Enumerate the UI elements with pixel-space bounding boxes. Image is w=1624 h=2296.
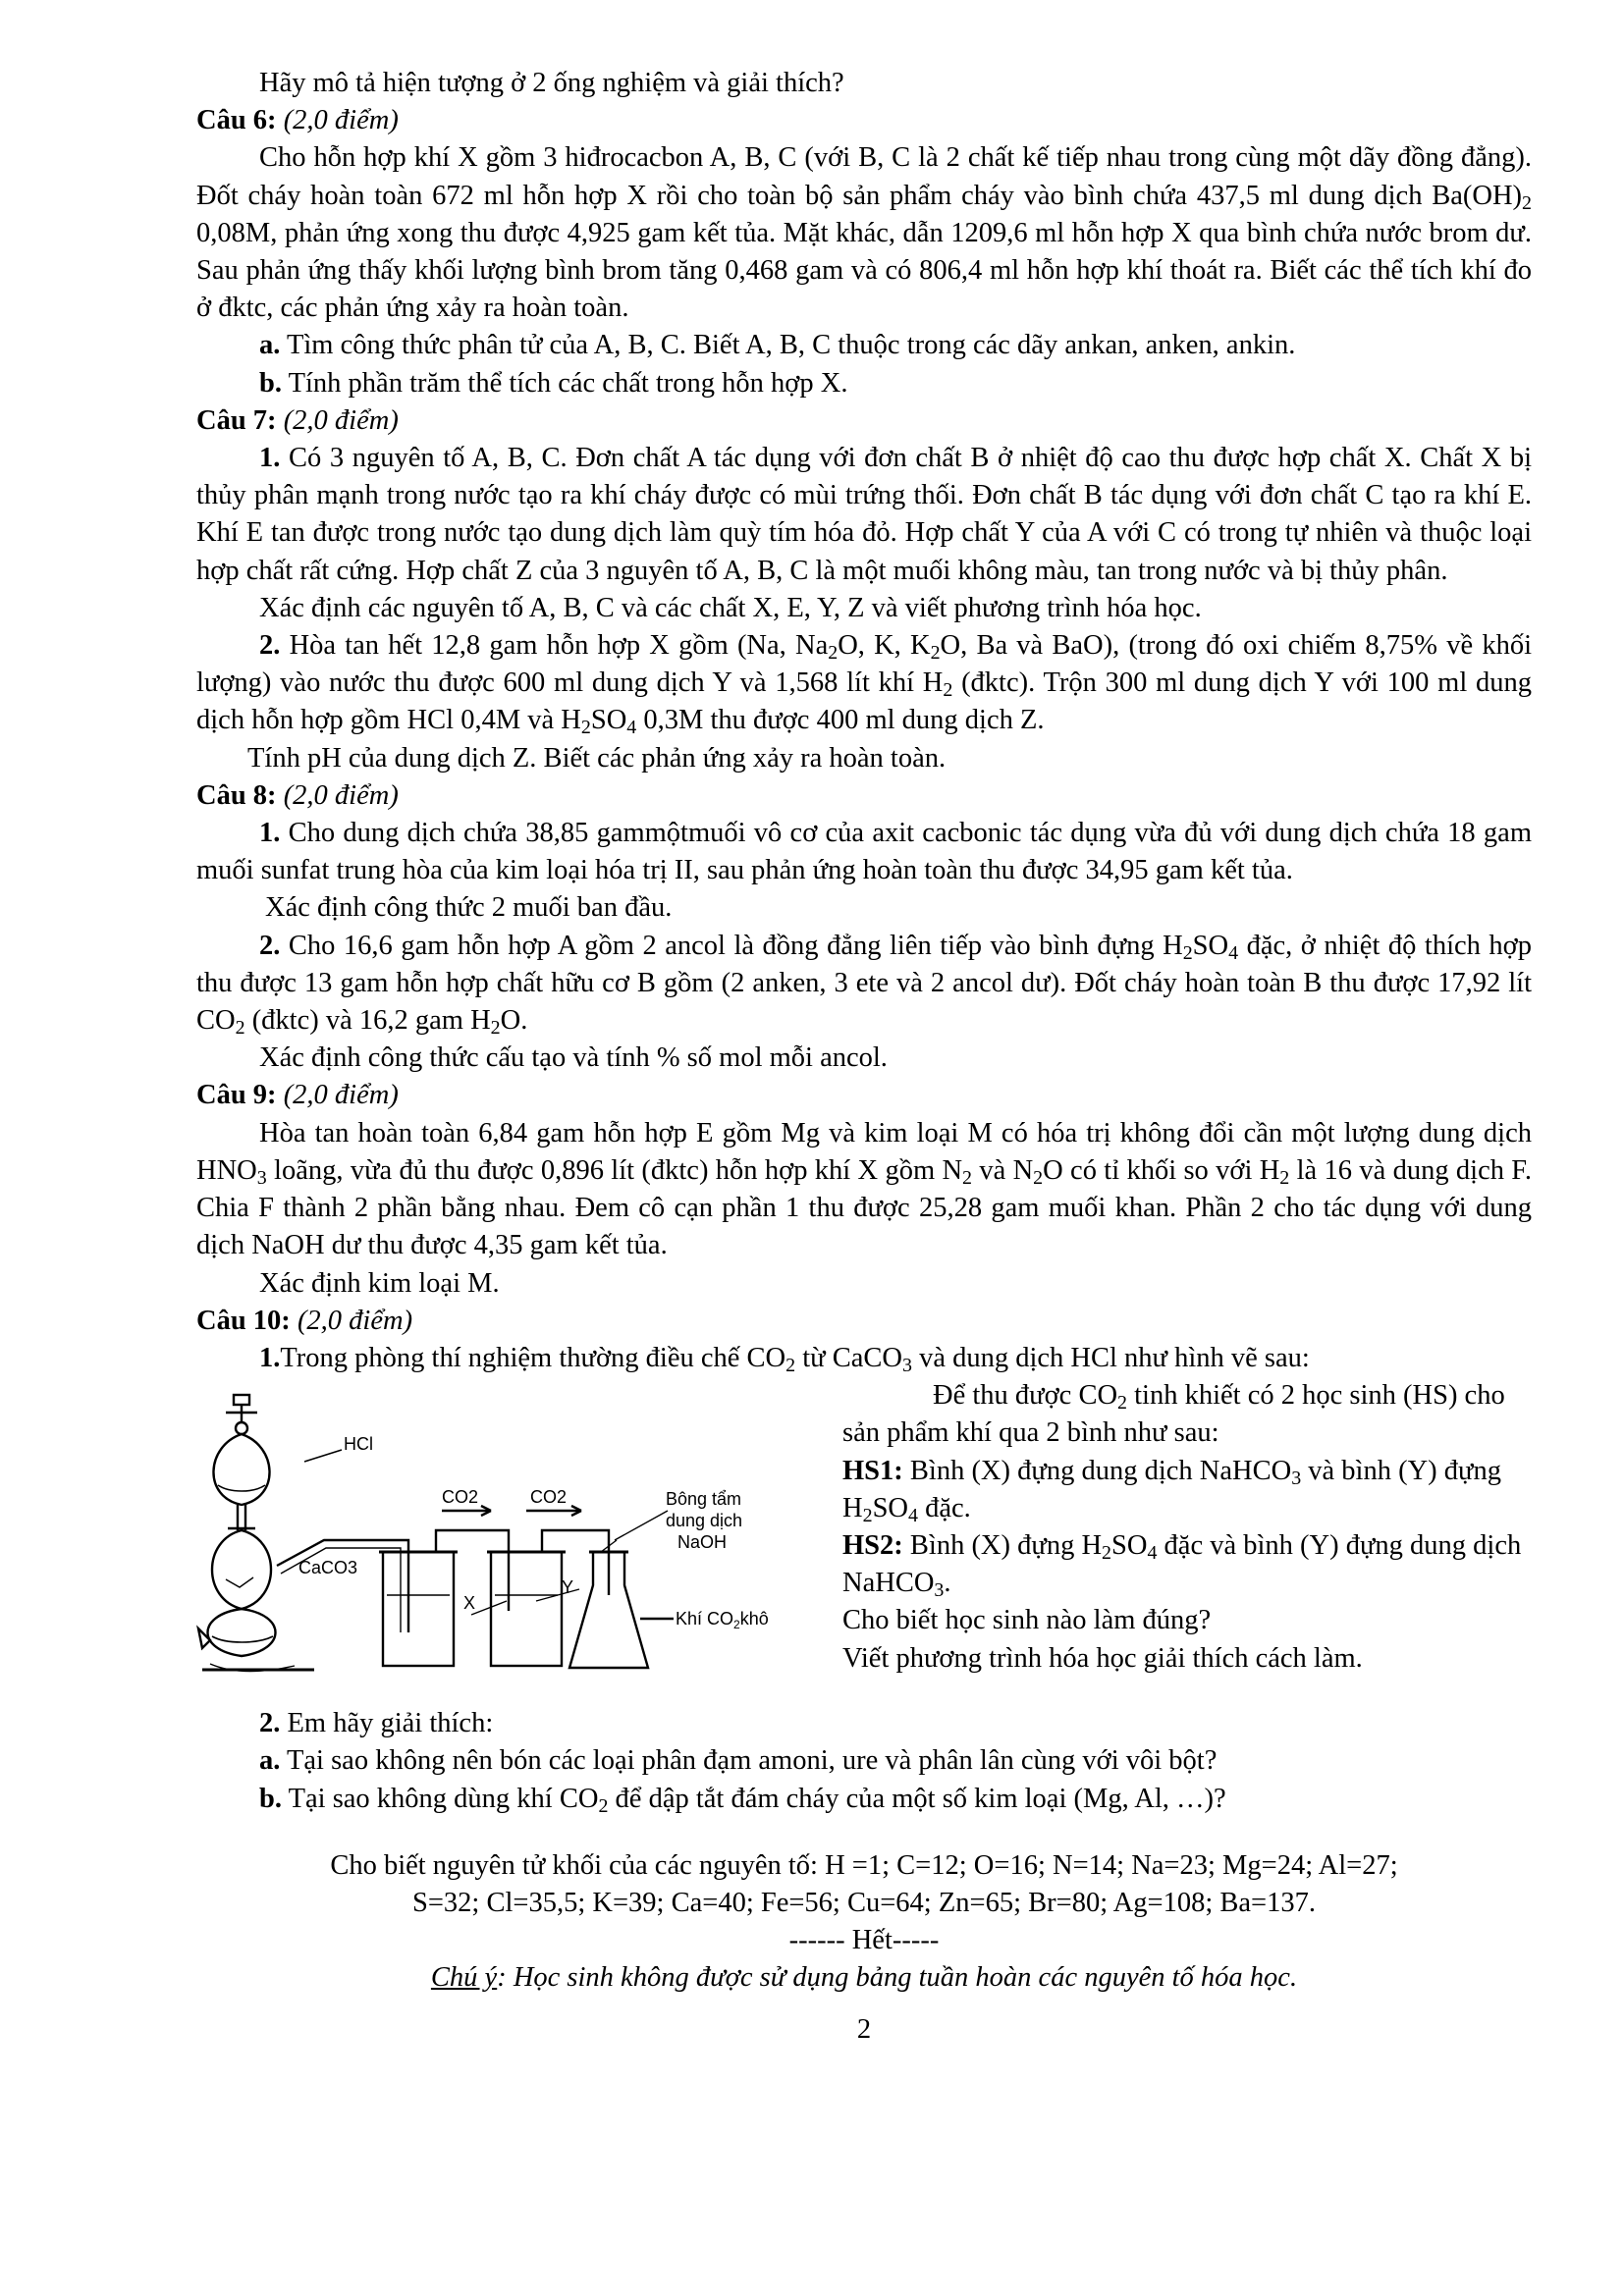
hs2-option: HS2: Bình (X) đựng $H_2SO_4$ đặc và bình (Y) đựng dung dịch NaHCO$_3$. [842, 1529, 1522, 1602]
q9-task: Xác định kim loại M. [259, 1267, 500, 1299]
q10-part-1: 1.Trong phòng thí nghiệm thường điều chế $CO_2$ từ CaCO$_3$ và dung dịch HCl như hình vẽ sau: [259, 1342, 1310, 1376]
exam-page [196, 65, 1532, 2049]
ask-which-correct: Cho biết học sinh nào làm đúng? [842, 1605, 1212, 1636]
end-marker: ------ Hết----- [788, 1925, 940, 1956]
intro-question: Hãy mô tả hiện tượng ở 2 ống nghiệm và giải thích? [259, 68, 844, 98]
q6-heading: Câu 6: (2,0 điểm) [196, 105, 399, 136]
label-x: X [463, 1593, 476, 1614]
label-cotton-3: NaOH [677, 1532, 728, 1553]
label-cotton-1: Bông tẩm [666, 1489, 742, 1510]
q10-part-2b: b. Tại sao không dùng khí $CO_2$ để dập tắt đám cháy của một số kim loại (Mg, Al, …)? [259, 1783, 1226, 1817]
q10-side-text [842, 1377, 1532, 1678]
hs1-option: HS1: Bình (X) đựng dung dịch NaHCO$_3$ và bình (Y) đựng $H_2SO_4$ đặc. [842, 1455, 1501, 1526]
label-dry-gas: Khí $CO_2khô$ [676, 1609, 769, 1632]
q10-heading: Câu 10: (2,0 điểm) [196, 1305, 413, 1336]
q7-part-1-task: Xác định các nguyên tố A, B, C và các chất X, E, Y, Z và viết phương trình hóa học. [259, 592, 1202, 623]
label-cotton-2: dung dịch [666, 1511, 743, 1531]
q8-part-2: 2. Cho 16,6 gam hỗn hợp A gồm 2 ancol là đồng đẳng liên tiếp vào bình đựng $H_2SO_4$ đặc, ở nhiệt độ thích hợp thu được 13 gam hỗn hợp chất hữu cơ B gồm (2 anken, 3 ete và 2 ancol dư). Đốt cháy hoàn toàn B thu được 17,92 lít $CO_2$ (đktc) và 16,2 gam $H_2O$. [196, 930, 1532, 1040]
label-co2-2: CO2 [530, 1487, 568, 1508]
q6-body: Cho hỗn hợp khí X gồm 3 hiđrocacbon A, B, C (với B, C là 2 chất kế tiếp nhau trong cùng một dãy đồng đẳng). Đốt cháy hoàn toàn 672 ml hỗn hợp X rồi cho toàn bộ sản phẩm cháy vào bình chứa 437,5 ml dung dịch $Ba(OH)_2$ 0,08M, phản ứng xong thu được 4,925 gam kết tủa. Mặt khác, dẫn 1209,6 ml hỗn hợp X qua bình chứa nước brom dư. Sau phản ứng thấy khối lượng bình brom tăng 0,468 gam và có 806,4 ml hỗn hợp khí thoát ra. Biết các thể tích khí đo ở đktc, các phản ứng xảy ra hoàn toàn. [196, 142, 1532, 324]
label-hcl: HCl [344, 1434, 373, 1455]
q7-part-1: 1. Có 3 nguyên tố A, B, C. Đơn chất A tác dụng với đơn chất B ở nhiệt độ cao thu được hợp chất X. Chất X bị thủy phân mạnh trong nước tạo ra khí cháy được có mùi trứng thối. Đơn chất B tác dụng với đơn chất C tạo ra khí E. Khí E tan được trong nước tạo dung dịch làm quỳ tím hóa đỏ. Hợp chất Y của A với C có trong tự nhiên và thuộc loại hợp chất rất cứng. Hợp chất Z của 3 nguyên tố A, B, C là một muối không màu, tan trong nước và bị thủy phân. [196, 443, 1532, 586]
q6-part-a: a. Tìm công thức phân tử của A, B, C. Biết A, B, C thuộc trong các dãy ankan, anken, ankin. [259, 330, 1296, 361]
q10-part-2a: a. Tại sao không nên bón các loại phân đạm amoni, ure và phân lân cùng với vôi bột? [259, 1745, 1218, 1777]
side-intro: Để thu được $CO_2$ tinh khiết có 2 học sinh (HS) cho sản phẩm khí qua 2 bình như sau: [842, 1380, 1505, 1449]
q8-part-1: 1. Cho dung dịch chứa 38,85 gammộtmuối vô cơ của axit cacbonic tác dụng vừa đủ với dung dịch chứa 18 gam muối sunfat trung hòa của kim loại hóa trị II, sau phản ứng hoàn toàn thu được 34,95 gam kết tủa. [196, 818, 1532, 886]
ask-write-equation: Viết phương trình hóa học giải thích cách làm. [842, 1642, 1363, 1674]
delivery-tube-1 [277, 1540, 408, 1632]
q7-part-2: 2. Hòa tan hết 12,8 gam hỗn hợp X gồm (Na, $Na_2O$, K, $K_2O$, Ba và BaO), (trong đó oxi chiếm 8,75% về khối lượng) vào nước thu được 600 ml dung dịch Y và 1,568 lít khí $H_2$ (đktc). Trộn 300 ml dung dịch Y với 100 ml dung dịch hỗn hợp gồm HCl 0,4M và $H_2SO_4$ 0,3M thu được 400 ml dung dịch Z. [196, 630, 1532, 739]
q9-body: Hòa tan hoàn toàn 6,84 gam hỗn hợp E gồm Mg và kim loại M có hóa trị không đổi cần một lượng dung dịch $HNO_3$ loãng, vừa đủ thu được 0,896 lít (đktc) hỗn hợp khí X gồm $N_2$ và $N_2O$ có tỉ khối so với $H_2$ là 16 và dung dịch F. Chia F thành 2 phần bằng nhau. Đem cô cạn phần 1 thu được 25,28 gam muối khan. Phần 2 cho tác dụng với dung dịch NaOH dư thu được 4,35 gam kết tủa. [196, 1117, 1533, 1261]
hcl-pointer [304, 1450, 342, 1462]
q10-figure-row [196, 1377, 1532, 1705]
dropping-funnel-icon [213, 1434, 269, 1530]
co2-apparatus-diagram [196, 1383, 844, 1678]
q10-part-2: 2. Em hãy giải thích: [259, 1708, 494, 1739]
footer-note: Chú ý: Học sinh không được sử dụng bảng tuần hoàn các nguyên tố hóa học. [430, 1962, 1298, 1994]
q7-heading: Câu 7: (2,0 điểm) [196, 404, 399, 436]
atomic-masses-line-1: Cho biết nguyên tử khối của các nguyên tố: H =1; C=12; O=16; N=14; Na=23; Mg=24; Al=27; [330, 1849, 1398, 1881]
label-co2-1: CO2 [442, 1487, 479, 1508]
q8-part-1-task: Xác định công thức 2 muối ban đầu. [265, 892, 673, 924]
page-number: 2 [856, 2013, 872, 2045]
q8-part-2-task: Xác định công thức cấu tạo và tính % số mol mỗi ancol. [259, 1042, 888, 1074]
atomic-masses-line-2: S=32; Cl=35,5; K=39; Ca=40; Fe=56; Cu=64; Zn=65; Br=80; Ag=108; Ba=137. [412, 1887, 1316, 1918]
q7-part-2-task: Tính pH của dung dịch Z. Biết các phản ứng xảy ra hoàn toàn. [247, 742, 947, 774]
q6-part-b: b. Tính phần trăm thể tích các chất trong hỗn hợp X. [259, 367, 848, 399]
label-caco3: CaCO3 [298, 1558, 358, 1578]
q9-heading: Câu 9: (2,0 điểm) [196, 1080, 399, 1111]
q8-heading: Câu 8: (2,0 điểm) [196, 779, 399, 811]
label-y: Y [562, 1577, 574, 1598]
funnel-stopper-icon [226, 1395, 257, 1434]
reaction-flask-icon [198, 1530, 314, 1672]
